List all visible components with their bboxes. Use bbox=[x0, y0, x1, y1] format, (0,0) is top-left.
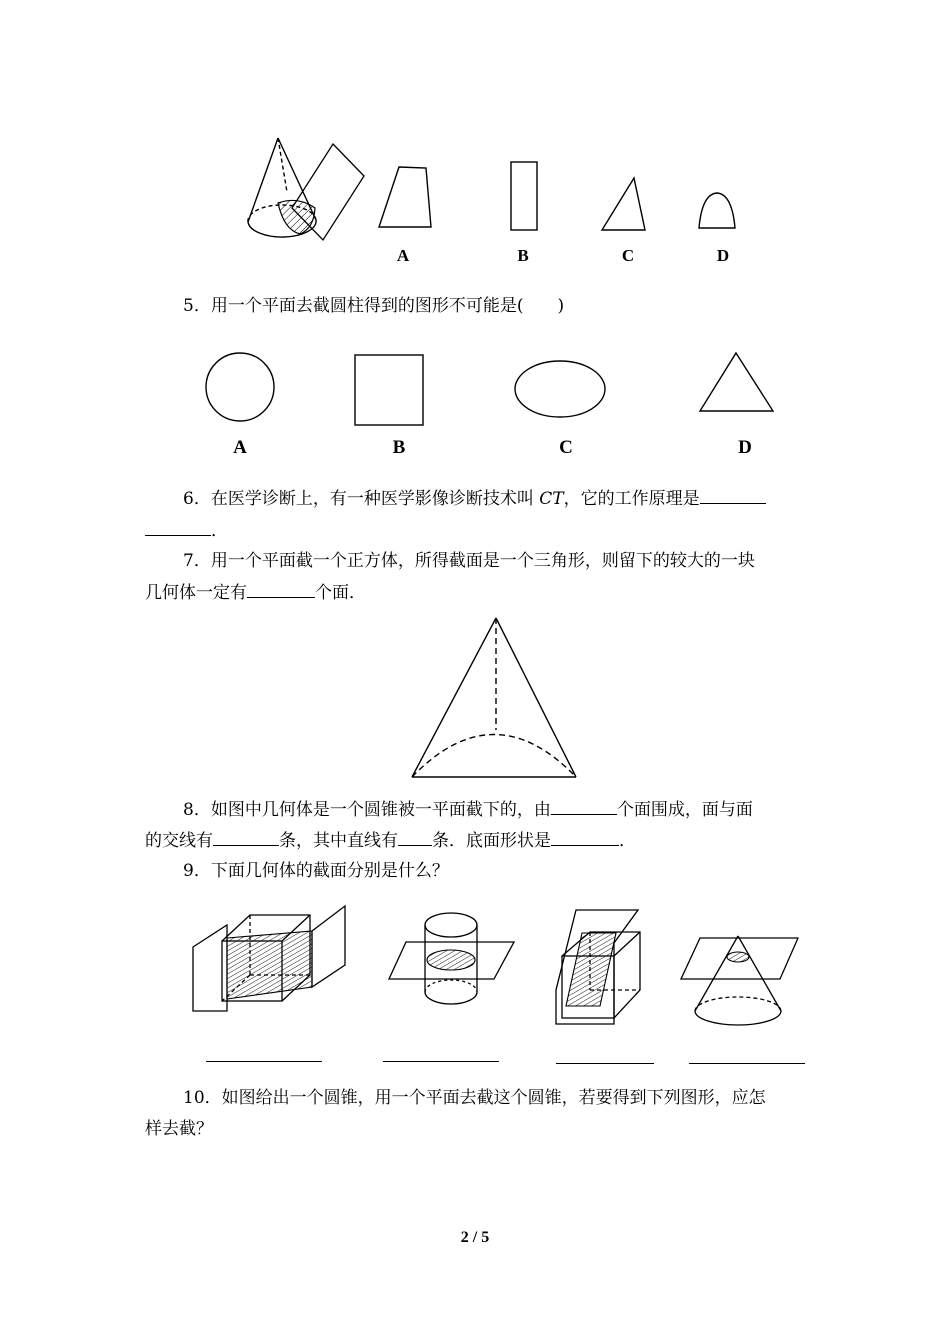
q5-option-c-ellipse bbox=[510, 358, 610, 420]
q7-line2-suffix: 个面． bbox=[315, 583, 366, 603]
q7-answer-blank[interactable] bbox=[247, 582, 315, 598]
q5-option-a-circle bbox=[200, 348, 280, 428]
q6-end: ． bbox=[211, 521, 228, 541]
q6-prefix: 6．在医学诊断上，有一种医学影像诊断技术叫 bbox=[183, 489, 540, 509]
q8-line2-a: 的交线有 bbox=[145, 831, 213, 851]
q8-line2-c: 条．底面形状是 bbox=[432, 831, 551, 851]
q9-answer-line-1[interactable] bbox=[206, 1061, 322, 1062]
q6-question-line2 bbox=[145, 520, 228, 541]
q7-line2-prefix: 几何体一定有 bbox=[145, 583, 247, 603]
q8-line2-b: 条，其中直线有 bbox=[279, 831, 398, 851]
q7-question-line1: 7．用一个平面截一个正方体，所得截面是一个三角形，则留下的较大的一块 bbox=[183, 551, 755, 571]
q6-answer-blank-2[interactable] bbox=[145, 520, 211, 536]
q8-question-line1 bbox=[183, 799, 753, 820]
q8-answer-blank-base[interactable] bbox=[551, 830, 619, 846]
q9-cylinder-plane-figure bbox=[386, 907, 516, 1009]
q4-option-c-triangle bbox=[598, 175, 648, 233]
q7-question-line2 bbox=[145, 582, 366, 603]
q8-answer-blank-straight[interactable] bbox=[398, 830, 432, 846]
q10-question-line2: 样去截？ bbox=[145, 1119, 213, 1139]
q9-prism-plane-figure bbox=[548, 906, 648, 1030]
q9-answer-line-3[interactable] bbox=[556, 1063, 654, 1064]
q4-option-d-parabola bbox=[695, 190, 740, 232]
q4-option-a-label: A bbox=[396, 246, 410, 265]
page-number: 2 / 5 bbox=[460, 1229, 490, 1246]
q5-option-c-label: C bbox=[559, 437, 573, 458]
q5-option-b-label: B bbox=[392, 437, 406, 458]
q8-answer-blank-faces[interactable] bbox=[551, 799, 617, 815]
q8-line1-suffix: 个面围成，面与面 bbox=[616, 800, 753, 820]
q6-suffix: ，它的工作原理是 bbox=[563, 489, 700, 509]
q4-option-a-trapezoid bbox=[375, 165, 435, 230]
q5-option-d-label: D bbox=[738, 437, 752, 458]
q5-question: 5．用一个平面去截圆柱得到的图形不可能是( ) bbox=[183, 296, 565, 316]
q9-answer-line-2[interactable] bbox=[383, 1061, 499, 1062]
q5-option-d-triangle bbox=[697, 350, 777, 414]
q4-option-d-label: D bbox=[716, 246, 730, 265]
q4-option-c-label: C bbox=[621, 246, 635, 265]
q6-answer-blank-1[interactable] bbox=[700, 488, 766, 504]
q4-cone-section-figure bbox=[240, 130, 375, 245]
q6-question-line1 bbox=[183, 488, 766, 509]
q8-answer-blank-edges[interactable] bbox=[213, 830, 279, 846]
q8-line2-end: ． bbox=[619, 831, 636, 851]
q4-option-b-label: B bbox=[517, 246, 529, 265]
q9-answer-line-4[interactable] bbox=[689, 1063, 805, 1064]
q5-option-b-square bbox=[352, 352, 428, 428]
q9-cone-plane-figure bbox=[678, 933, 800, 1031]
q4-option-b-rectangle bbox=[508, 160, 540, 232]
q8-line1-prefix: 8．如图中几何体是一个圆锥被一平面截下的，由 bbox=[183, 800, 551, 820]
q9-cube-plane-figure bbox=[190, 903, 350, 1015]
q8-half-cone-figure bbox=[405, 612, 585, 782]
q5-option-a-label: A bbox=[233, 437, 247, 458]
q9-question: 9．下面几何体的截面分别是什么？ bbox=[183, 861, 449, 881]
q10-question-line1: 10．如图给出一个圆锥，用一个平面去截这个圆锥，若要得到下列图形，应怎 bbox=[183, 1088, 766, 1108]
q8-question-line2 bbox=[145, 830, 636, 851]
q6-term: CT bbox=[539, 489, 564, 509]
